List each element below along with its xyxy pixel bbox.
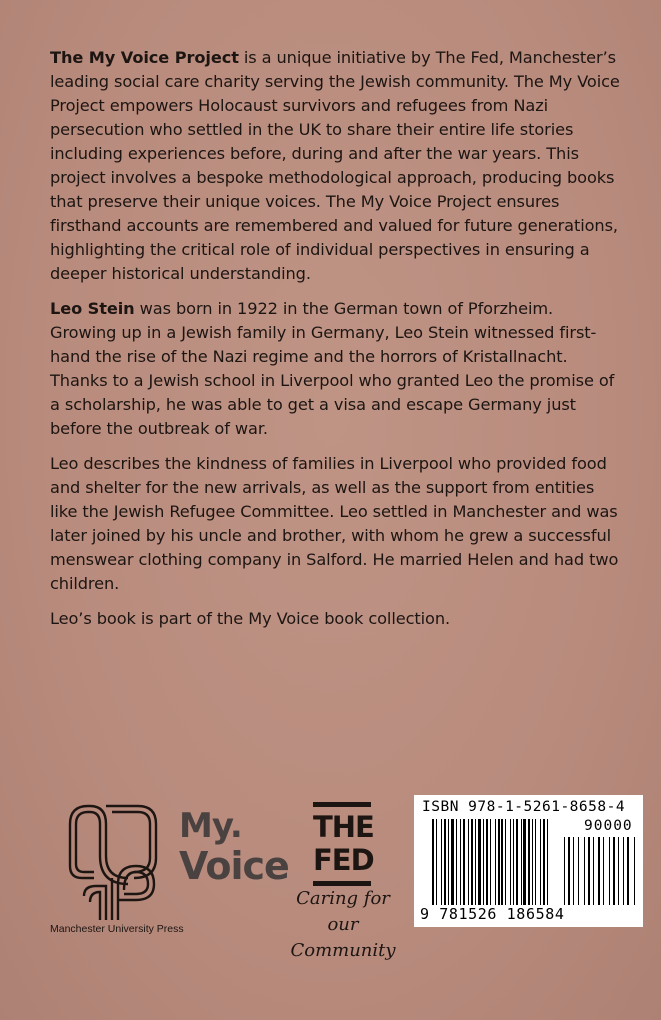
barcode-addon-bar [568,837,570,905]
fed-tagline-line1: Caring for our [296,888,390,935]
intro-body: is a unique initiative by The Fed, Manchester’s leading social care charity serving the Jewish community. The My Voice Project empowers Holocaust survivors and refugees from Nazi persecution who settled in the UK to share their entire life stories including experiences before, during and after the war years. This project involves a bespoke methodological approach, producing books that preserve their unique voices. The My Voice Project ensures firsthand accounts are remembered and valued for future generations, highlighting the critical role of individual perspectives in ensuring a deeper historical understanding. [50,48,620,283]
barcode-bar [510,819,511,905]
barcode-addon-bar [588,837,590,905]
intro-paragraph [50,46,620,286]
barcode-addon-bar [618,837,619,905]
barcode-bar [523,819,526,905]
barcode-addon-bar [613,837,615,905]
barcode-bar [478,819,481,905]
barcode-bar [451,819,454,905]
barcode-addon-bar [603,837,604,905]
story-paragraph: Leo describes the kindness of families in Liverpool who provided food and shelter for the new arrivals, as well as the support from entities like the Jewish Refugee Committee. Leo settled in Manchester and was later joined by his uncle and brother, with whom he grew a successful menswear clothing company in Salford. He married Helen and had two children. [50,454,619,593]
my-voice-logo-line1: My. [179,806,242,846]
barcode-bar [463,819,465,905]
barcode-bar [516,819,518,905]
barcode-bar [471,819,473,905]
barcode-addon-bar [573,837,574,905]
barcode-addon-bar [593,837,594,905]
barcode-addon-bar [578,837,579,905]
fed-line1: THE [313,810,374,844]
barcode-bar [501,819,503,905]
barcode-bar [505,819,506,905]
publisher-name: Manchester University Press [50,923,184,935]
barcode-bar [513,819,514,905]
barcode-addon-bar [598,837,600,905]
barcode-bar [483,819,484,905]
fed-top-bar [313,802,371,807]
fed-tagline-line2: Community [290,940,396,961]
blurb-text [50,46,620,642]
barcode-addon-bar [584,837,585,905]
barcode-bar [468,819,469,905]
barcode-bar [535,819,536,905]
isbn-text: ISBN 978-1-5261-8658-4 [422,799,626,815]
barcode-bar [432,819,434,905]
bio-lead: Leo Stein [50,299,135,318]
barcode-bar [448,819,449,905]
fed-tagline [278,886,408,964]
barcode-addon-bar [623,837,624,905]
barcode-bar [521,819,522,905]
barcode-bar [460,819,461,905]
barcode-bar [444,819,446,905]
barcode-addon-bar [634,837,635,905]
my-voice-logo-line2: Voice [179,844,289,888]
barcode-bar [436,819,437,905]
barcode-addon-bar [627,837,629,905]
bio-body: was born in 1922 in the German town of Pforzheim. Growing up in a Jewish family in Germany, Leo Stein witnessed first-hand the rise of the Nazi regime and the horrors of Kristallnacht. Thanks to a Jewish school in Liverpool who granted Leo the promise of a scholarship, he was able to get a visa and escape Germany just before the outbreak of war. [50,299,615,438]
barcode-bar [498,819,500,905]
barcode-bar [475,819,476,905]
intro-lead: The My Voice Project [50,48,239,67]
my-voice-logo [179,806,289,886]
barcode-bar [543,819,545,905]
barcode-addon-bar [609,837,610,905]
barcode-bar [540,819,541,905]
barcode-bar [495,819,496,905]
barcode-bar [490,819,491,905]
the-fed-logo [313,802,374,886]
barcode-bar [456,819,457,905]
barcode-bar [528,819,530,905]
collection-note: Leo’s book is part of the My Voice book collection. [50,609,451,628]
barcode-addon-bar [564,837,565,905]
isbn-barcode [414,795,643,927]
bio-paragraph [50,297,620,441]
fed-line2: FED [313,843,374,877]
barcode-bar [441,819,442,905]
ean-digits: 9 781526 186584 [420,905,565,923]
barcode-bar [486,819,488,905]
price-code: 90000 [584,818,633,834]
barcode-bar [547,819,548,905]
barcode-bar [532,819,533,905]
